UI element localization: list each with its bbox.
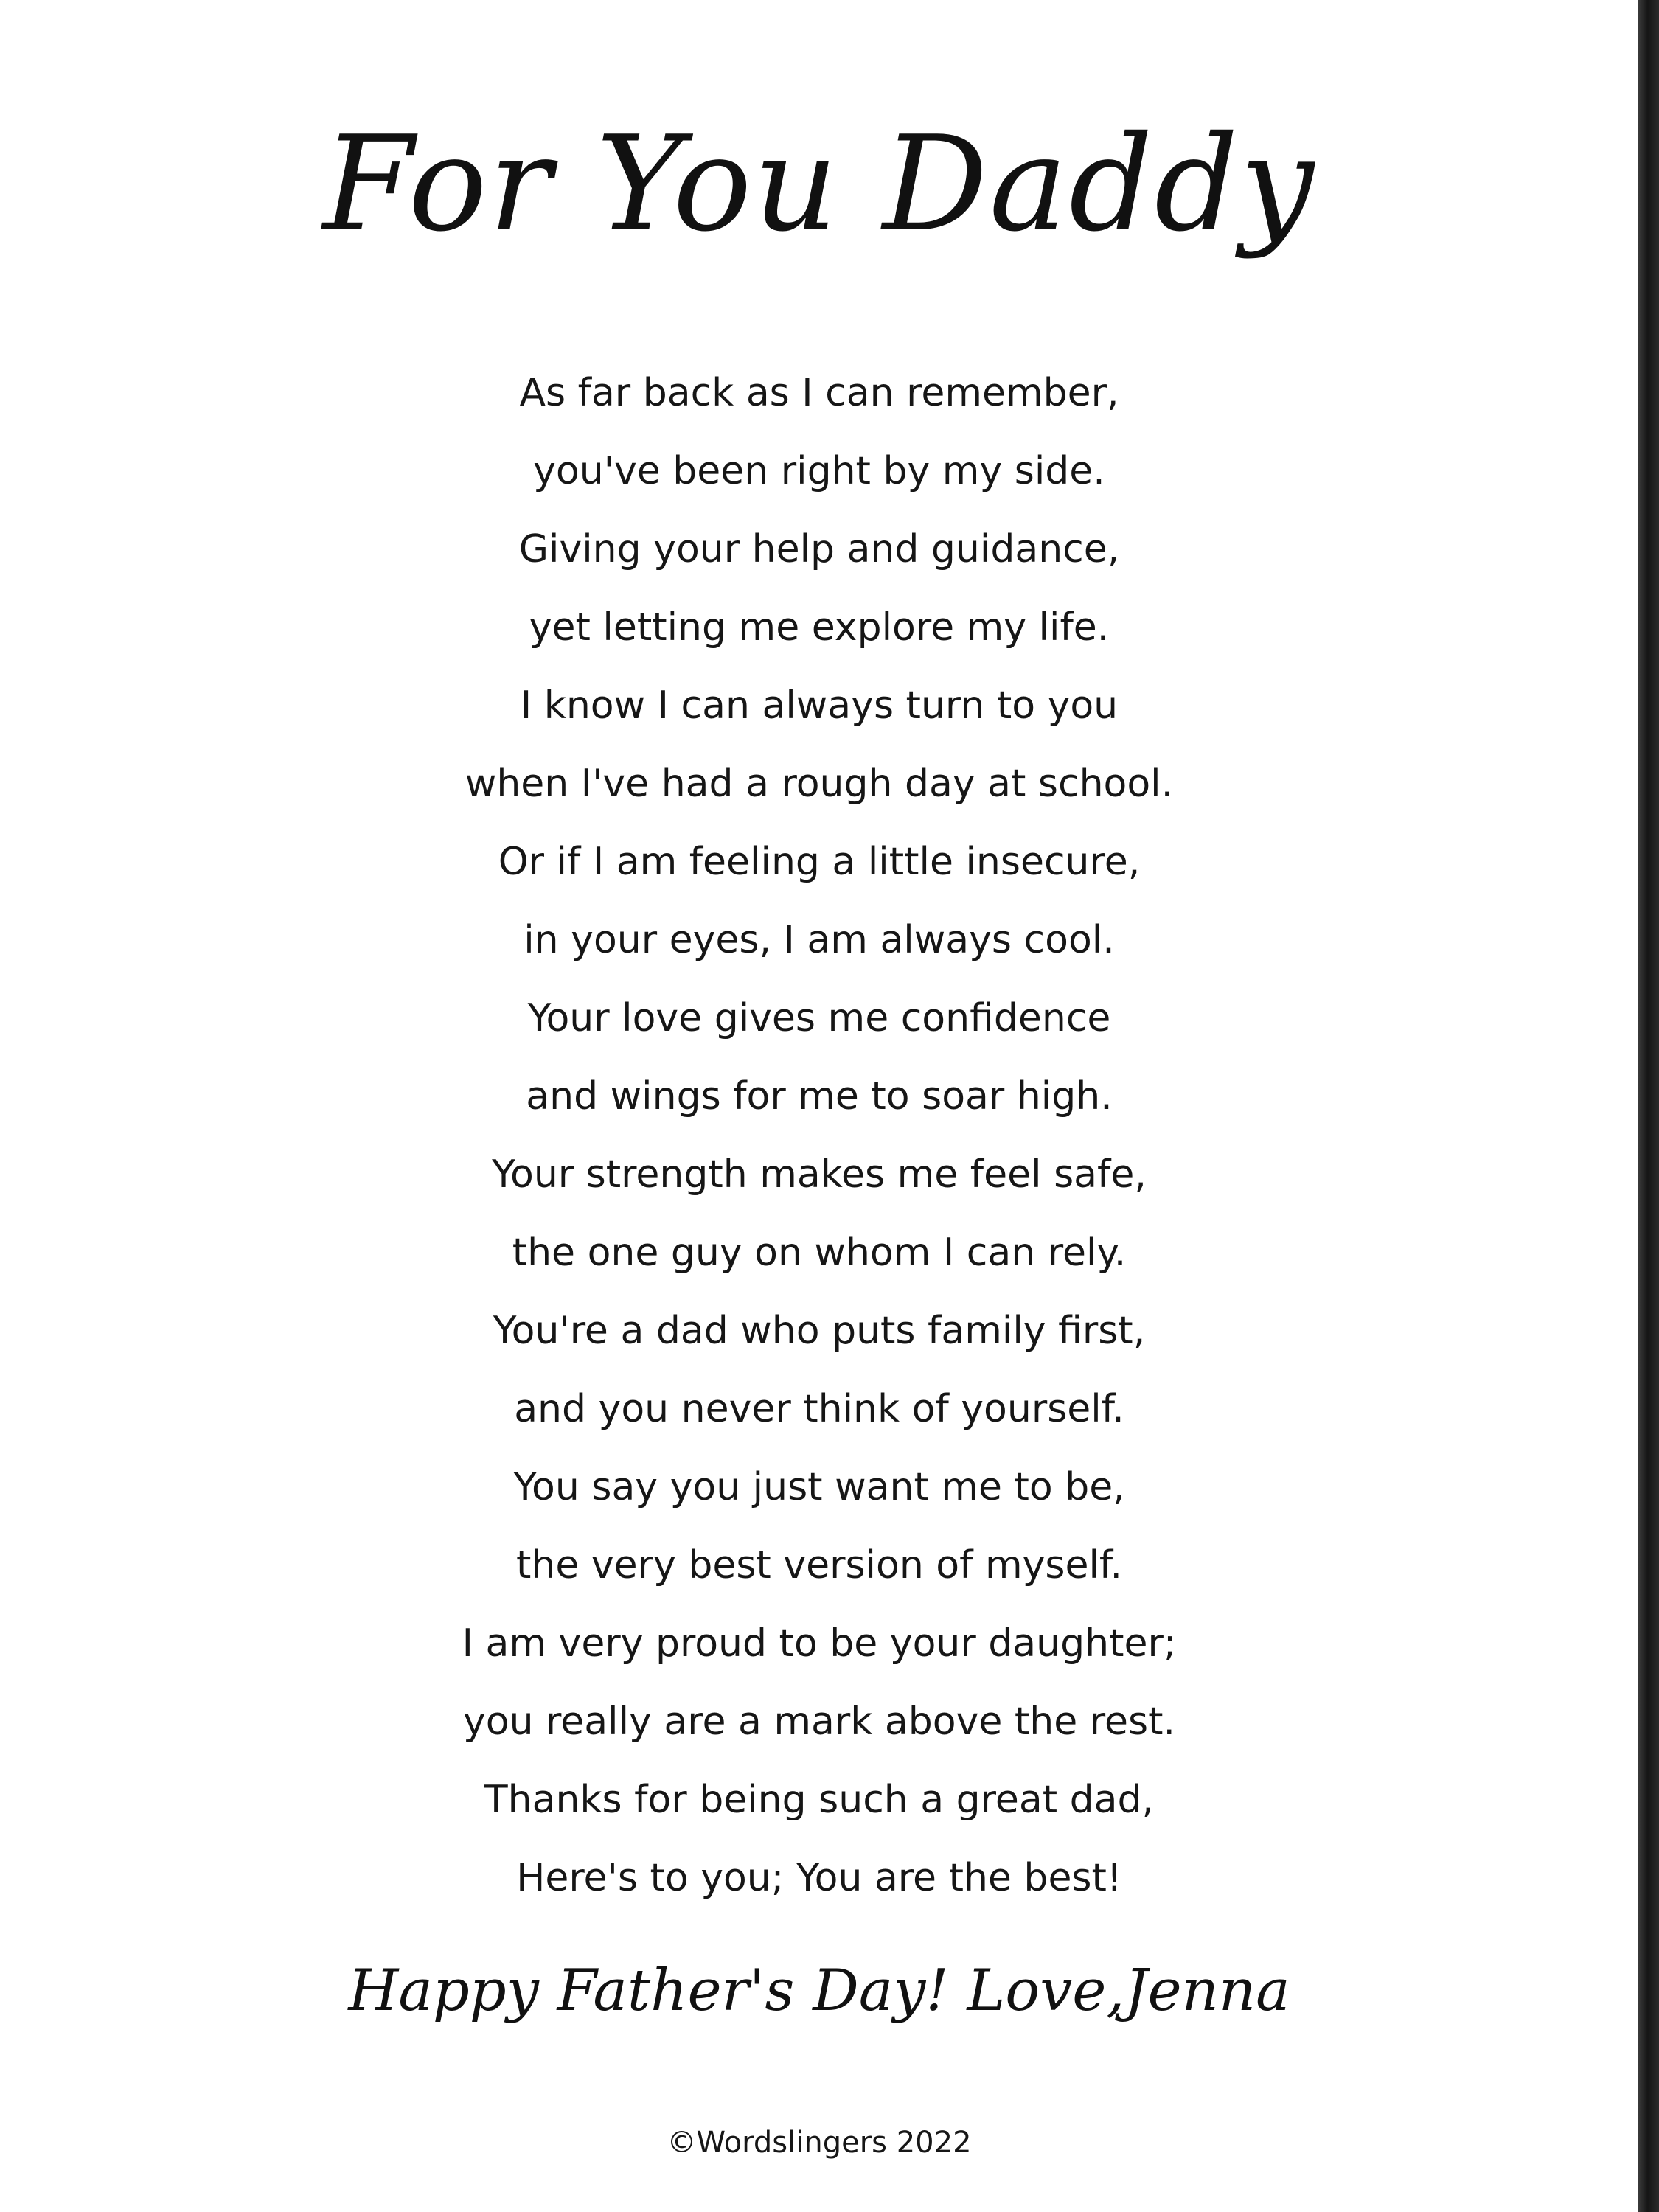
poem-line: As far back as I can remember, <box>519 371 1119 415</box>
poem-line: you've been right by my side. <box>533 449 1105 493</box>
poem-line: Giving your help and guidance, <box>518 527 1120 571</box>
poem-line: and you never think of yourself. <box>514 1387 1124 1431</box>
poem-line: and wings for me to soar high. <box>526 1074 1113 1119</box>
poem-line: You're a dad who puts family first, <box>493 1309 1146 1353</box>
poem-line: you really are a mark above the rest. <box>462 1700 1175 1744</box>
poem-line: when I've had a rough day at school. <box>465 762 1174 806</box>
poem-line: I am very proud to be your daughter; <box>462 1621 1177 1666</box>
poem-line: You say you just want me to be, <box>513 1465 1125 1509</box>
poem-line: yet letting me explore my life. <box>529 605 1110 650</box>
poem-line: Your strength makes me feel safe, <box>492 1152 1147 1197</box>
signoff: Happy Father's Day! Love,Jenna <box>348 1958 1290 2024</box>
poem-line: the one guy on whom I can rely. <box>512 1231 1127 1275</box>
poem-line: Your love gives me confidence <box>527 996 1111 1040</box>
poem-line: Thanks for being such a great dad, <box>484 1778 1155 1822</box>
poem-line: the very best version of myself. <box>516 1543 1122 1587</box>
poem-line: Or if I am feeling a little insecure, <box>498 840 1141 884</box>
poem-line: I know I can always turn to you <box>520 684 1119 728</box>
poem-body <box>0 354 1638 1917</box>
copyright-notice: ©Wordslingers 2022 <box>667 2126 972 2160</box>
poem-title: For You Daddy <box>322 108 1316 260</box>
poem-line: Here's to you; You are the best! <box>516 1856 1122 1900</box>
poem-line: in your eyes, I am always cool. <box>524 918 1115 962</box>
photo-edge <box>1638 0 1659 2212</box>
